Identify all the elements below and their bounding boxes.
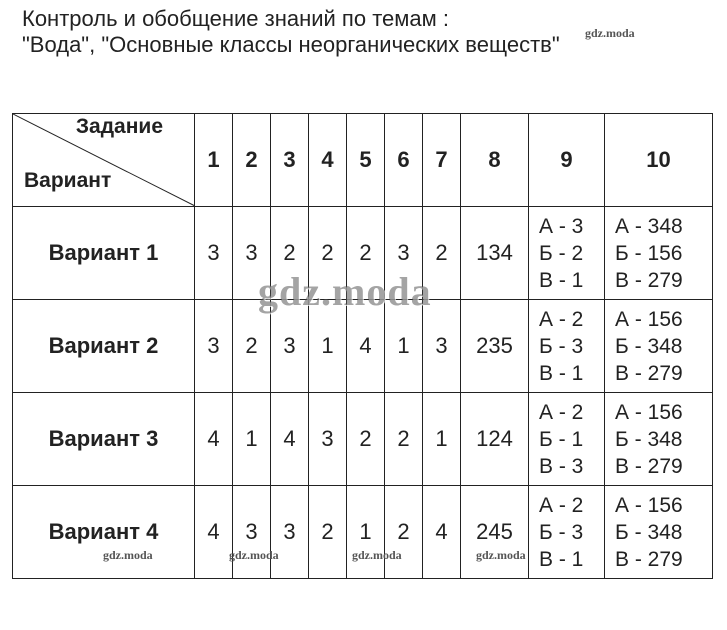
match-cell: [529, 393, 605, 486]
match-line: Б - 156: [615, 241, 683, 265]
table-cell: 4: [347, 300, 385, 393]
table-cell: 3: [195, 300, 233, 393]
column-header: 5: [347, 114, 385, 207]
table-cell: 3: [271, 300, 309, 393]
table-cell: 2: [385, 486, 423, 579]
match-line: В - 1: [539, 268, 584, 292]
match-cell: [605, 207, 713, 300]
match-cell: [529, 486, 605, 579]
table-row: [13, 207, 713, 300]
table-cell: 245: [461, 486, 529, 579]
table-cell: 2: [347, 207, 385, 300]
match-line: А - 3: [539, 214, 584, 238]
match-line: В - 279: [615, 454, 683, 478]
match-line: А - 2: [539, 307, 584, 331]
match-line: Б - 1: [539, 427, 584, 451]
table-cell: 3: [233, 486, 271, 579]
match-line: В - 279: [615, 268, 683, 292]
column-header: 3: [271, 114, 309, 207]
table-row: [13, 486, 713, 579]
table-cell: 124: [461, 393, 529, 486]
table-cell: 3: [271, 486, 309, 579]
column-header: 8: [461, 114, 529, 207]
watermark-bottom: gdz.moda: [103, 548, 153, 562]
row-label: Вариант 2: [13, 300, 195, 393]
watermark-bottom: gdz.moda: [476, 548, 526, 562]
table-cell: 2: [271, 207, 309, 300]
row-label: Вариант 3: [13, 393, 195, 486]
table-cell: 4: [423, 486, 461, 579]
corner-task-label: Задание: [75, 115, 163, 138]
table-cell: 3: [309, 393, 347, 486]
header-row: [13, 114, 713, 207]
table-cell: 4: [271, 393, 309, 486]
column-header: 4: [309, 114, 347, 207]
column-header: 10: [605, 114, 713, 207]
match-line: Б - 2: [539, 241, 584, 265]
table-cell: 1: [309, 300, 347, 393]
match-line: Б - 3: [539, 520, 584, 544]
watermark-top: gdz.moda: [585, 26, 635, 40]
table-cell: 1: [233, 393, 271, 486]
table-cell: 235: [461, 300, 529, 393]
answers-table: [12, 113, 713, 579]
watermark-bottom: gdz.moda: [352, 548, 402, 562]
table-cell: 2: [233, 300, 271, 393]
title-line-2: "Вода", "Основные классы неорганических веществ": [22, 32, 560, 57]
table-cell: 1: [347, 486, 385, 579]
match-cell: [605, 300, 713, 393]
table-cell: 4: [195, 486, 233, 579]
match-line: Б - 3: [539, 334, 584, 358]
match-line: А - 348: [615, 214, 683, 238]
table-cell: 3: [423, 300, 461, 393]
table-cell: 3: [195, 207, 233, 300]
table-cell: 2: [385, 393, 423, 486]
table-cell: 1: [423, 393, 461, 486]
title-line-1: Контроль и обобщение знаний по темам :: [22, 6, 449, 31]
match-line: Б - 348: [615, 427, 683, 451]
watermark-center: gdz.moda: [258, 269, 432, 314]
table-cell: 2: [347, 393, 385, 486]
column-header: 6: [385, 114, 423, 207]
match-line: В - 1: [539, 547, 584, 571]
match-cell: [529, 300, 605, 393]
watermark-bottom: gdz.moda: [229, 548, 279, 562]
match-line: А - 2: [539, 400, 584, 424]
table-cell: 4: [195, 393, 233, 486]
table-cell: 3: [233, 207, 271, 300]
table-cell: 1: [385, 300, 423, 393]
corner-variant-label: Вариант: [24, 169, 112, 192]
table-cell: 134: [461, 207, 529, 300]
match-line: А - 156: [615, 307, 683, 331]
match-line: Б - 348: [615, 520, 683, 544]
match-cell: [605, 486, 713, 579]
table-cell: 2: [309, 486, 347, 579]
match-line: В - 1: [539, 361, 584, 385]
match-cell: [605, 393, 713, 486]
table-row: [13, 300, 713, 393]
match-line: В - 279: [615, 361, 683, 385]
column-header: 9: [529, 114, 605, 207]
table-row: [13, 393, 713, 486]
match-line: В - 279: [615, 547, 683, 571]
table-cell: 2: [423, 207, 461, 300]
column-header: 1: [195, 114, 233, 207]
match-line: А - 156: [615, 400, 683, 424]
match-line: А - 2: [539, 493, 584, 517]
match-line: А - 156: [615, 493, 683, 517]
column-header: 2: [233, 114, 271, 207]
match-cell: [529, 207, 605, 300]
column-header: 7: [423, 114, 461, 207]
match-line: Б - 348: [615, 334, 683, 358]
row-label: Вариант 1: [13, 207, 195, 300]
table-cell: 3: [385, 207, 423, 300]
row-label: Вариант 4: [13, 486, 195, 579]
match-line: В - 3: [539, 454, 584, 478]
table-cell: 2: [309, 207, 347, 300]
corner-cell: [13, 114, 195, 207]
page-title: [22, 6, 560, 58]
